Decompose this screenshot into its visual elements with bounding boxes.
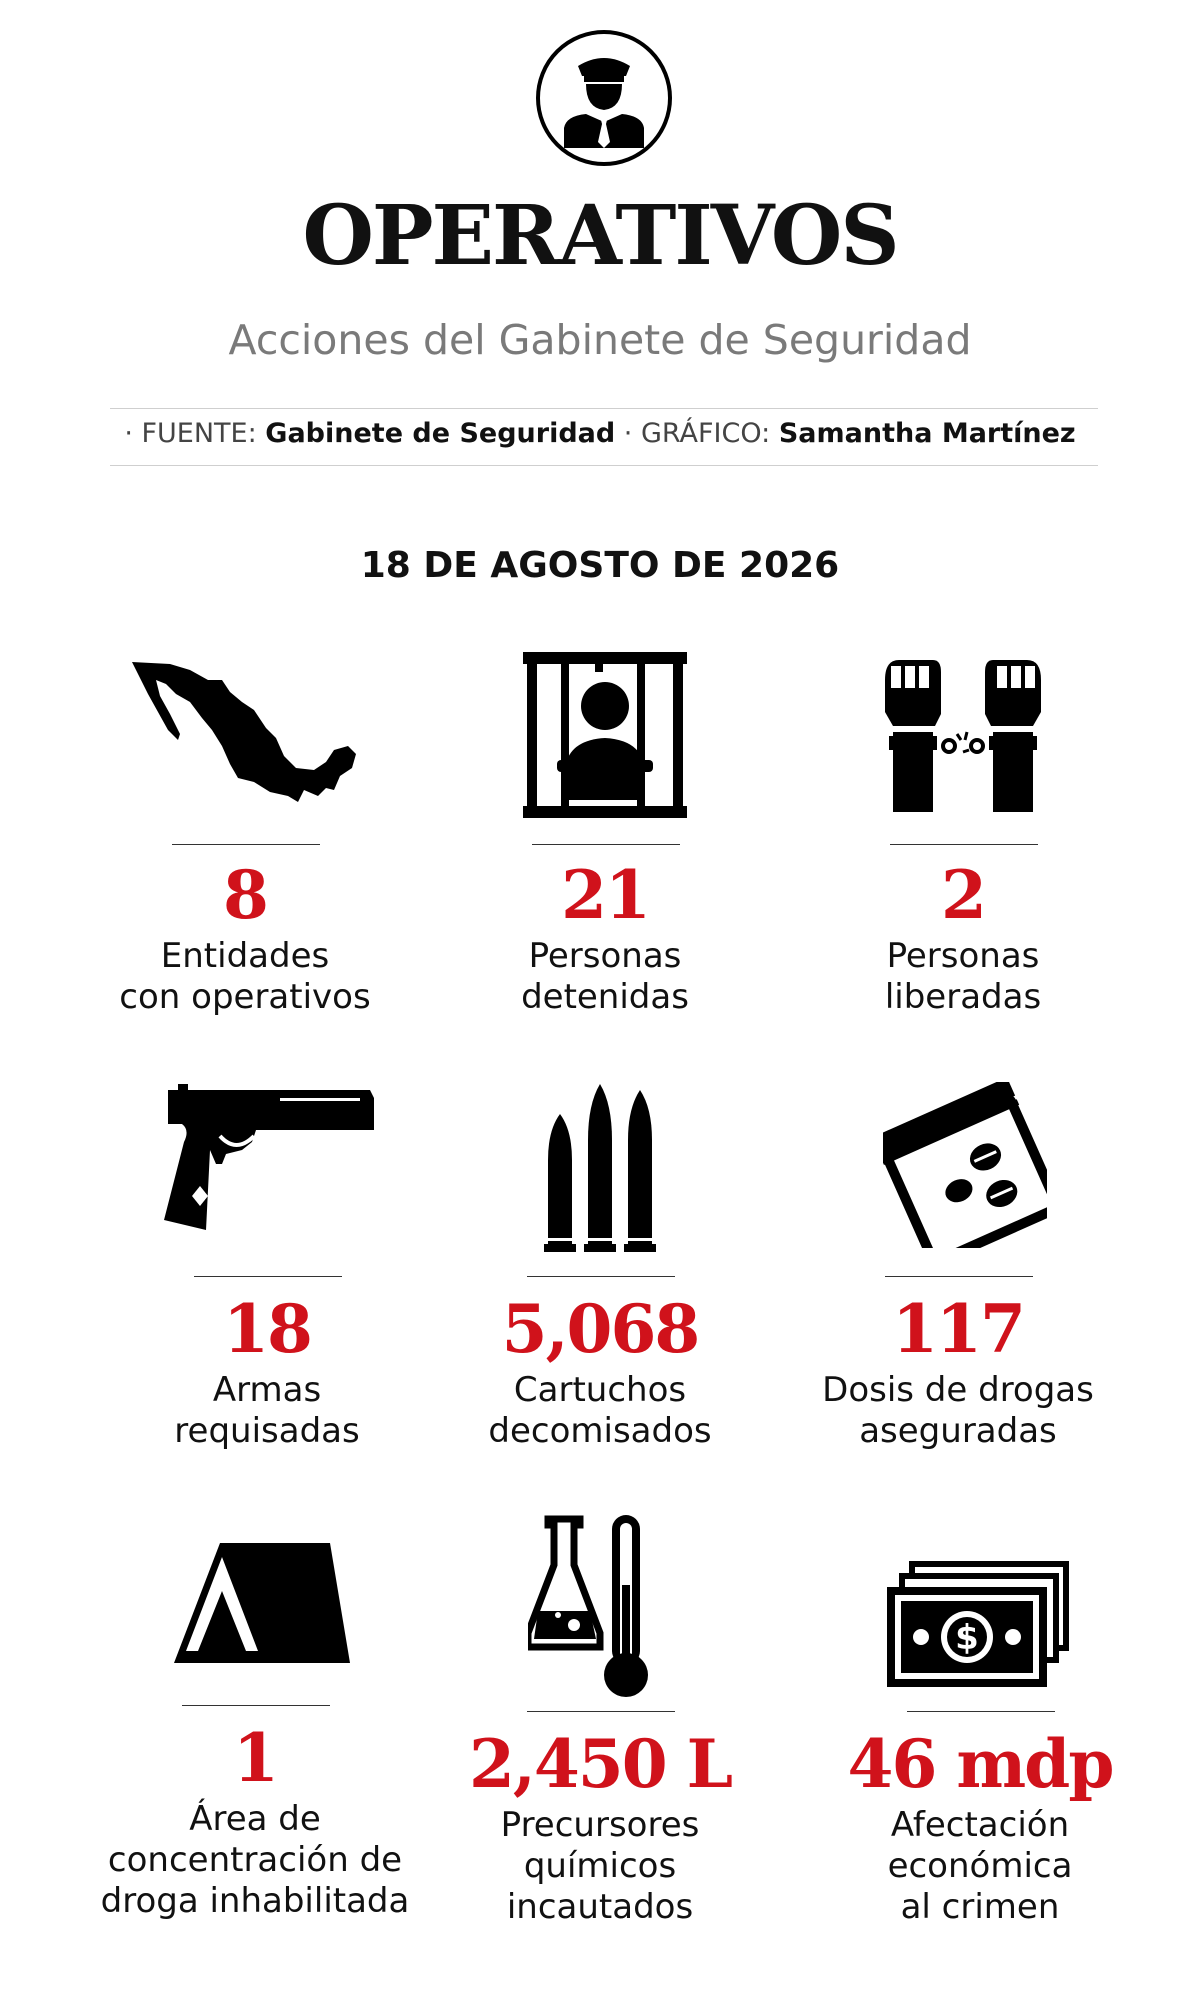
drug-bag-icon <box>883 1082 1047 1248</box>
stat-value: 5,068 <box>501 1290 699 1368</box>
stat-separator <box>527 1711 675 1712</box>
stat-card-afectacion <box>815 1515 1145 1955</box>
stat-label-line: con operativos <box>119 977 371 1017</box>
graphic-label: · GRÁFICO: <box>623 418 771 449</box>
page-subtitle: Acciones del Gabinete de Seguridad <box>228 316 972 364</box>
stat-label-line: económica <box>887 1846 1073 1886</box>
stat-separator <box>890 844 1038 845</box>
stat-label-line: detenidas <box>521 977 689 1017</box>
stat-value: 117 <box>892 1290 1024 1368</box>
stat-label-line: droga inhabilitada <box>100 1881 410 1921</box>
source-value: Gabinete de Seguridad <box>265 418 616 449</box>
stat-card-precursores <box>435 1515 765 1955</box>
stat-label-line: Personas <box>886 936 1040 976</box>
stat-card-armas <box>102 1080 432 1460</box>
stat-label <box>102 1370 432 1452</box>
stat-value: 21 <box>561 856 649 934</box>
stat-separator <box>194 1276 342 1277</box>
credits-line <box>0 420 1200 447</box>
divider-bottom <box>110 465 1098 466</box>
tent-icon <box>170 1543 350 1673</box>
stat-card-area <box>90 1515 420 1955</box>
stat-label <box>435 1370 765 1452</box>
stat-card-entidades <box>80 650 410 1030</box>
stat-label <box>793 1370 1123 1452</box>
stat-label <box>815 1805 1145 1928</box>
stat-value: 1 <box>233 1719 277 1797</box>
stat-value: 46 mdp <box>847 1725 1113 1803</box>
stat-value: 2 <box>941 856 985 934</box>
stat-label-line: Área de <box>189 1799 321 1839</box>
stat-card-liberadas <box>798 650 1128 1030</box>
broken-handcuffs-icon <box>881 652 1045 812</box>
stat-separator <box>172 844 320 845</box>
svg-text:$: $ <box>955 1618 979 1658</box>
pistol-icon <box>160 1084 374 1234</box>
stat-label <box>80 936 410 1018</box>
police-officer-icon <box>534 28 674 168</box>
jail-icon <box>521 650 689 820</box>
page-title: OPERATIVOS <box>302 188 898 284</box>
stat-label <box>440 936 770 1018</box>
divider-top <box>110 408 1098 409</box>
stat-label-line: liberadas <box>884 977 1042 1017</box>
stat-separator <box>182 1705 330 1706</box>
stat-value: 18 <box>223 1290 311 1368</box>
stat-label <box>798 936 1128 1018</box>
stat-value: 8 <box>223 856 267 934</box>
stat-label-line: al crimen <box>900 1887 1060 1927</box>
stat-value: 2,450 L <box>468 1725 732 1803</box>
stat-label-line: decomisados <box>488 1411 712 1451</box>
graphic-value: Samantha Martínez <box>778 418 1076 449</box>
stat-label-line: Armas <box>212 1370 322 1410</box>
stat-label-line: Dosis de drogas <box>822 1370 1094 1410</box>
stat-label-line: Precursores <box>500 1805 700 1845</box>
stat-card-drogas <box>793 1080 1123 1460</box>
stat-label-line: Cartuchos <box>513 1370 687 1410</box>
stat-label-line: Entidades <box>160 936 330 976</box>
stat-label-line: aseguradas <box>859 1411 1057 1451</box>
stat-label-line: químicos <box>523 1846 677 1886</box>
stat-separator <box>532 844 680 845</box>
mexico-map-icon <box>130 650 360 820</box>
stat-label <box>435 1805 765 1928</box>
money-icon <box>885 1561 1071 1691</box>
report-date: 18 DE AGOSTO DE 2026 <box>360 545 840 586</box>
stat-label-line: Afectación <box>890 1805 1070 1845</box>
source-label: · FUENTE: <box>124 418 257 449</box>
bullets-icon <box>540 1080 660 1260</box>
stat-card-cartuchos <box>435 1080 765 1460</box>
stat-label-line: concentración de <box>107 1840 403 1880</box>
stat-label-line: Personas <box>528 936 682 976</box>
chemistry-icon <box>528 1515 648 1701</box>
stat-separator <box>885 1276 1033 1277</box>
stat-label-line: incautados <box>506 1887 694 1927</box>
stat-label <box>90 1799 420 1922</box>
stat-separator <box>527 1276 675 1277</box>
stat-card-detenidas <box>440 650 770 1030</box>
stat-label-line: requisadas <box>174 1411 360 1451</box>
stat-separator <box>907 1711 1055 1712</box>
